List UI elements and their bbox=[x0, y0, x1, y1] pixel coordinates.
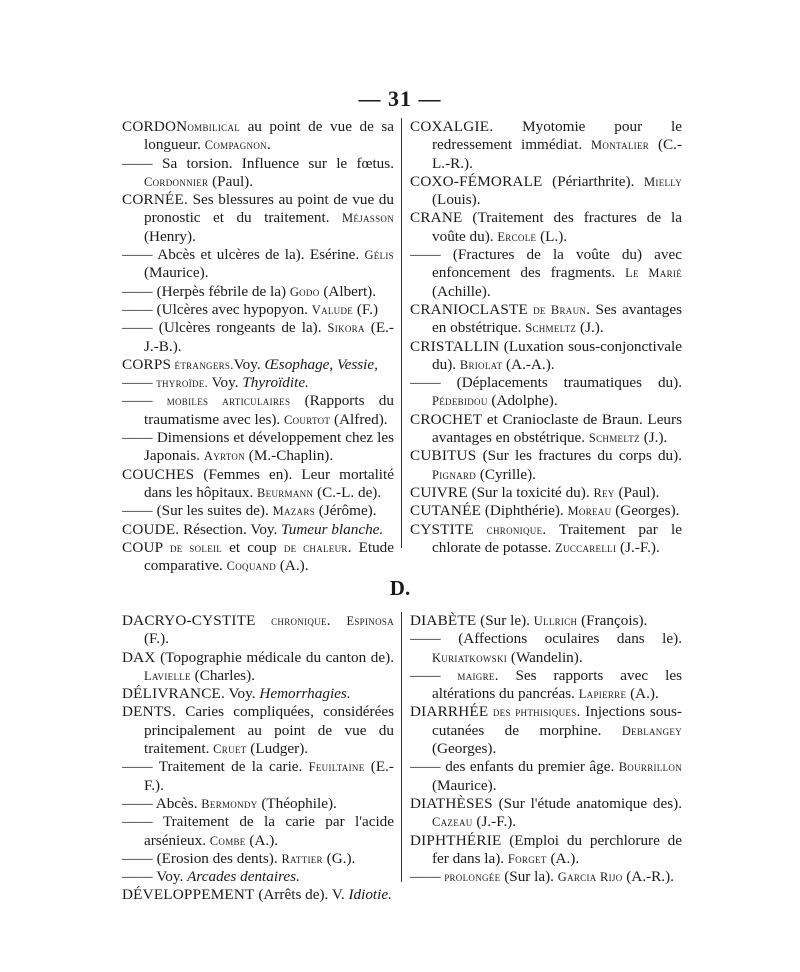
index-entry bbox=[410, 502, 682, 520]
index-entry bbox=[122, 886, 394, 904]
entry-author-firstname: (Alfred). bbox=[330, 410, 388, 428]
entry-author-firstname: (Achille). bbox=[432, 282, 491, 300]
entry-author: Méjasson bbox=[342, 211, 394, 226]
entry-heading: COUP bbox=[122, 538, 164, 556]
index-entry bbox=[122, 283, 394, 301]
entry-subheading: de Braun bbox=[528, 302, 587, 317]
index-entry bbox=[122, 539, 394, 576]
entry-author: Compagnon bbox=[204, 138, 267, 153]
entry-author-firstname: (Adolphe). bbox=[487, 392, 558, 410]
entry-heading: —— bbox=[122, 794, 153, 812]
entry-heading: CORNÉE. bbox=[122, 191, 188, 209]
entry-text: (Fractures de la voûte du) avec enfoncement des fragments. bbox=[432, 246, 682, 282]
entry-heading: —— bbox=[122, 374, 153, 392]
index-entry bbox=[410, 246, 682, 301]
entry-text: Voy. bbox=[233, 355, 265, 373]
index-entry bbox=[122, 649, 394, 686]
column-divider-bottom bbox=[401, 612, 402, 882]
entry-author: Bermondy bbox=[201, 796, 258, 811]
entry-author-firstname: (A.-R.). bbox=[622, 868, 674, 886]
index-entry bbox=[410, 301, 682, 338]
entry-author: Kuriatkowski bbox=[432, 650, 508, 665]
entry-author-firstname: (Wandelin). bbox=[507, 648, 583, 666]
entry-author: Ercole bbox=[497, 229, 537, 244]
index-entry bbox=[122, 612, 394, 649]
entry-author-firstname: (A.-A.). bbox=[502, 355, 555, 373]
entry-text: (Arrêts de). V. bbox=[254, 886, 349, 904]
index-entry bbox=[122, 429, 394, 466]
entry-author: Moreau bbox=[567, 504, 612, 519]
entry-author: Sikora bbox=[327, 321, 365, 336]
entry-author-firstname: (E.-F.). bbox=[144, 758, 394, 794]
entry-heading: DIARRHÉE bbox=[410, 703, 489, 721]
entry-heading: —— bbox=[122, 813, 153, 831]
entry-heading: DIPHTHÉRIE bbox=[410, 831, 502, 849]
index-entry bbox=[410, 630, 682, 667]
entry-author-firstname: (Jérôme). bbox=[314, 502, 377, 520]
index-entry bbox=[410, 521, 682, 558]
entry-author-firstname: (A.). bbox=[245, 831, 279, 849]
entry-crossref: Œsophage, Vessie, bbox=[264, 355, 378, 373]
entry-author-firstname: (M.-Chaplin). bbox=[245, 447, 334, 465]
entry-author: Cordonnier bbox=[144, 174, 209, 189]
entry-subheading: chronique bbox=[255, 614, 327, 628]
index-entry bbox=[122, 118, 394, 155]
index-entry bbox=[122, 850, 394, 868]
entry-text: Voy. bbox=[225, 685, 260, 703]
entry-heading: —— bbox=[122, 758, 153, 776]
entry-text: et Cranioclaste de Braun. Leurs avantages en obstétrique. bbox=[432, 410, 682, 447]
entry-author: Briolat bbox=[459, 357, 503, 372]
entry-text: Traitement de la carie par l'acide arsénieux. bbox=[144, 813, 394, 849]
entry-text: (Emploi du perchlorure de fer dans la). bbox=[432, 831, 682, 867]
entry-author: Pignard bbox=[432, 467, 477, 482]
entry-subheading: prolongée bbox=[440, 870, 501, 885]
entry-author-firstname: (F.) bbox=[353, 300, 379, 318]
index-entry bbox=[122, 521, 394, 539]
entry-heading: —— bbox=[122, 282, 153, 300]
entry-author: Rattier bbox=[281, 851, 323, 866]
entry-text: . Etude comparative. bbox=[144, 538, 394, 575]
entry-author: Bourrillon bbox=[618, 760, 682, 775]
column-divider-top bbox=[401, 118, 402, 548]
index-entry bbox=[122, 301, 394, 319]
entry-text: Abcès et ulcères de la). Esérine. bbox=[152, 246, 365, 264]
index-entry bbox=[122, 191, 394, 246]
index-entry bbox=[122, 466, 394, 503]
entry-author-firstname: (E.-J.-B.). bbox=[144, 319, 394, 355]
index-entry bbox=[410, 484, 682, 502]
entry-heading: —— bbox=[410, 246, 441, 264]
entry-author-firstname: (Maurice). bbox=[144, 264, 209, 282]
entry-heading: DACRYO-CYSTITE bbox=[122, 612, 256, 629]
section-letter: D. bbox=[389, 576, 411, 600]
entry-heading: —— bbox=[410, 868, 441, 886]
entry-author-firstname: (François). bbox=[577, 612, 648, 629]
index-entry bbox=[122, 813, 394, 850]
entry-author-firstname: (J.-F.). bbox=[616, 538, 660, 556]
entry-author: Feuiltaine bbox=[308, 760, 365, 775]
entry-text: . Ses avantages en obstétrique. bbox=[432, 300, 682, 337]
entry-text: Abcès. bbox=[152, 794, 202, 812]
entry-author-firstname: (A.). bbox=[276, 557, 309, 575]
entry-heading: —— bbox=[410, 374, 441, 392]
entry-author: Mielly bbox=[644, 174, 682, 189]
entry-subheading: des phthisiques bbox=[488, 705, 577, 720]
entry-author-firstname: (Ludger). bbox=[246, 740, 309, 758]
entry-author-firstname: (Théophile). bbox=[257, 794, 337, 812]
entry-heading: CRISTALLIN bbox=[410, 337, 500, 355]
entry-text: (Périarthrite). bbox=[542, 172, 645, 190]
entry-crossref: Thyroïdite. bbox=[242, 374, 309, 392]
entry-author: Deblangey bbox=[621, 723, 682, 738]
entry-text: . bbox=[326, 612, 347, 629]
entry-heading: CUIVRE bbox=[410, 483, 468, 501]
entry-heading: —— bbox=[410, 758, 441, 776]
entry-author: Le Marié bbox=[625, 266, 682, 281]
entry-author: Coquand bbox=[226, 559, 277, 574]
entry-text: Dimensions et développement chez les Japonais. bbox=[144, 429, 394, 465]
entry-heading: DAX bbox=[122, 648, 156, 666]
entry-author-firstname: (Louis). bbox=[432, 191, 481, 209]
index-entry bbox=[410, 758, 682, 795]
index-entry bbox=[122, 868, 394, 886]
index-entry bbox=[410, 447, 682, 484]
entry-text: (Sur le). bbox=[476, 612, 534, 629]
entry-text: Myotomie pour le redressement immédiat. bbox=[432, 118, 682, 154]
entry-heading: CORDON bbox=[122, 118, 188, 135]
entry-heading: CORPS bbox=[122, 355, 172, 373]
index-entry bbox=[410, 173, 682, 210]
entry-heading: DIABÈTE bbox=[410, 612, 477, 629]
entry-text: (Herpès fébrile de la) bbox=[152, 282, 290, 300]
index-entry bbox=[410, 832, 682, 869]
entry-text: (Femmes en). Leur mortalité dans les hôpitaux. bbox=[144, 465, 394, 501]
entry-author-firstname: (Charles). bbox=[190, 666, 255, 684]
entry-author: Espinosa bbox=[346, 614, 394, 628]
entry-author: Garcia Rijo bbox=[557, 870, 623, 885]
entry-text: (Ulcères rongeants de la). bbox=[152, 319, 328, 337]
index-entry bbox=[122, 392, 394, 429]
entry-text: (Traitement des fractures de la voûte du). bbox=[432, 209, 682, 245]
entry-text: Voy. bbox=[152, 868, 188, 886]
entry-author: Courtot bbox=[284, 412, 331, 427]
index-entry bbox=[122, 155, 394, 192]
entry-subheading: maigre bbox=[440, 668, 495, 683]
index-entry bbox=[122, 795, 394, 813]
index-entry bbox=[410, 667, 682, 704]
entry-author: Combe bbox=[209, 833, 246, 848]
index-entry bbox=[122, 758, 394, 795]
index-entry bbox=[410, 612, 682, 630]
entry-heading: CYSTITE bbox=[410, 520, 474, 538]
entry-heading: CRANIOCLASTE bbox=[410, 300, 528, 318]
entry-subheading: de chaleur bbox=[283, 540, 348, 555]
entry-author: Ayrton bbox=[203, 449, 245, 464]
index-entry bbox=[122, 246, 394, 283]
entry-heading: COXO-FÉMORALE bbox=[410, 172, 543, 190]
entry-author: Godo bbox=[289, 284, 320, 299]
entry-author: Cazeau bbox=[432, 815, 473, 830]
entry-heading: —— bbox=[410, 630, 441, 648]
entry-author-firstname: (Albert). bbox=[319, 282, 377, 300]
entry-subheading: de soleil bbox=[163, 540, 223, 555]
entry-text: Traitement de la carie. bbox=[152, 758, 309, 776]
entry-author: Cruet bbox=[213, 742, 247, 757]
entry-text: (Sur les suites de). bbox=[152, 502, 273, 520]
entry-text: (Ulcères avec hypopyon. bbox=[152, 300, 312, 318]
entry-crossref: Idiotie. bbox=[348, 886, 392, 904]
entry-heading: DÉVELOPPEMENT bbox=[122, 886, 255, 904]
entry-author-firstname: (Maurice). bbox=[432, 776, 497, 794]
entry-author-firstname: (Georges). bbox=[611, 502, 680, 520]
entry-text: (Erosion des dents). bbox=[152, 849, 282, 867]
entry-text: (Sur la). bbox=[500, 868, 558, 886]
entry-heading: —— bbox=[122, 868, 153, 886]
entry-text: . Injections sous-cutanées de morphine. bbox=[432, 703, 682, 739]
entry-author: Pédebidou bbox=[432, 394, 488, 409]
index-column-left-top bbox=[122, 118, 394, 575]
index-entry bbox=[410, 411, 682, 448]
entry-text: Sa torsion. Influence sur le fœtus. bbox=[152, 154, 394, 172]
entry-crossref: Tumeur blanche. bbox=[281, 520, 384, 538]
entry-heading: COXALGIE. bbox=[410, 118, 494, 135]
entry-text: (Rapports du traumatisme avec les). bbox=[144, 392, 394, 428]
entry-author-firstname: (G.). bbox=[322, 849, 356, 867]
index-entry bbox=[122, 685, 394, 703]
entry-text: (Sur la toxicité du). bbox=[467, 483, 594, 501]
entry-heading: —— bbox=[122, 429, 153, 447]
entry-text: des enfants du premier âge. bbox=[440, 758, 619, 776]
entry-author: Lapierre bbox=[578, 687, 627, 702]
entry-author: Mazars bbox=[272, 504, 315, 519]
entry-text: (Topographie médicale du canton de). bbox=[155, 648, 394, 666]
index-entry bbox=[410, 338, 682, 375]
entry-text: (Luxation sous-conjonctivale du). bbox=[432, 337, 682, 373]
entry-author-firstname: (Cyrille). bbox=[476, 465, 536, 483]
index-column-left-bottom bbox=[122, 612, 394, 905]
entry-text: (Diphthérie). bbox=[481, 502, 568, 520]
entry-heading: DIATHÈSES bbox=[410, 794, 493, 812]
entry-subheading: chronique bbox=[473, 522, 543, 537]
entry-text: (Déplacements traumatiques du). bbox=[440, 374, 682, 392]
entry-heading: COUCHES bbox=[122, 465, 195, 483]
entry-author-firstname: (A.). bbox=[626, 685, 659, 703]
entry-text: (Sur l'étude anatomique des). bbox=[492, 794, 682, 812]
index-entry bbox=[410, 703, 682, 758]
entry-heading: DENTS. bbox=[122, 703, 176, 721]
entry-author: Gélis bbox=[364, 248, 394, 263]
entry-heading: —— bbox=[122, 319, 153, 337]
entry-subheading: thyroïde. bbox=[152, 376, 209, 391]
index-entry bbox=[122, 374, 394, 392]
entry-text: . Ses rapports avec les altérations du pancréas. bbox=[432, 666, 682, 703]
entry-author-firstname: (C.-L. de). bbox=[313, 483, 382, 501]
entry-heading: CRANE bbox=[410, 209, 463, 227]
index-entry bbox=[122, 319, 394, 356]
entry-subheading: ombilical bbox=[187, 120, 241, 134]
entry-heading: —— bbox=[410, 666, 441, 684]
index-entry bbox=[122, 703, 394, 758]
entry-heading: CUBITUS bbox=[410, 447, 477, 465]
entry-author-firstname: (Paul). bbox=[208, 172, 254, 190]
entry-text: au point de vue de sa longueur. bbox=[144, 118, 394, 154]
entry-author: Schmeltz bbox=[588, 431, 640, 446]
entry-author: Rey bbox=[593, 485, 615, 500]
index-entry bbox=[410, 795, 682, 832]
index-column-right-top bbox=[410, 118, 682, 557]
entry-heading: DÉLIVRANCE. bbox=[122, 685, 226, 703]
index-entry bbox=[122, 502, 394, 520]
entry-author: Schmeltz bbox=[525, 321, 577, 336]
entry-text: Voy. bbox=[208, 374, 243, 392]
entry-author: Beurmann bbox=[257, 485, 314, 500]
entry-heading: COUDE. bbox=[122, 520, 180, 538]
page-number: — 31 — bbox=[358, 86, 442, 111]
entry-subheading: mobiles articulaires bbox=[152, 394, 291, 409]
entry-text: (Affections oculaires dans le). bbox=[440, 630, 682, 648]
entry-author-firstname: (J.). bbox=[639, 429, 668, 447]
index-entry bbox=[410, 868, 682, 886]
entry-author: Zuccarelli bbox=[555, 540, 617, 555]
entry-author-firstname: . bbox=[266, 136, 271, 154]
entry-heading: —— bbox=[122, 154, 153, 172]
entry-subheading: étrangers. bbox=[171, 357, 234, 372]
entry-heading: —— bbox=[122, 392, 153, 410]
entry-author-firstname: (Georges). bbox=[432, 740, 497, 758]
entry-heading: —— bbox=[122, 502, 153, 520]
entry-author-firstname: (J.). bbox=[576, 319, 604, 337]
entry-heading: —— bbox=[122, 849, 153, 867]
entry-author: Montalier bbox=[591, 138, 650, 153]
index-entry bbox=[410, 209, 682, 246]
entry-crossref: Arcades dentaires. bbox=[187, 868, 300, 886]
entry-author: Forget bbox=[507, 851, 547, 866]
entry-author-firstname: (A.). bbox=[546, 849, 580, 867]
entry-text: Ses blessures au point de vue du pronostic et du traitement. bbox=[144, 191, 394, 227]
entry-author-firstname: (J.-F.). bbox=[472, 813, 517, 831]
index-entry bbox=[410, 374, 682, 411]
entry-text: Caries compliquées, considérées principalement au point de vue du traitement. bbox=[144, 703, 394, 758]
entry-crossref: Hemorrhagies. bbox=[259, 685, 351, 703]
index-entry bbox=[122, 356, 394, 374]
entry-author: Lavielle bbox=[144, 668, 191, 683]
entry-author: Ullrich bbox=[533, 614, 578, 628]
entry-heading: —— bbox=[122, 246, 153, 264]
entry-author-firstname: (Paul). bbox=[614, 483, 660, 501]
entry-heading: CROCHET bbox=[410, 410, 483, 428]
entry-text: et coup bbox=[222, 538, 284, 556]
entry-heading: CUTANÉE bbox=[410, 502, 482, 520]
entry-text: (Sur les fractures du corps du). bbox=[476, 447, 682, 465]
entry-text: . Traitement par le chlorate de potasse. bbox=[432, 520, 682, 556]
entry-author: Valude bbox=[311, 302, 354, 317]
entry-heading: —— bbox=[122, 300, 153, 318]
index-column-right-bottom bbox=[410, 612, 682, 886]
entry-author-firstname: (L.). bbox=[536, 227, 568, 245]
index-entry bbox=[410, 118, 682, 173]
entry-text: Résection. Voy. bbox=[179, 520, 282, 538]
entry-author-firstname: (C.-L.-R.). bbox=[432, 136, 682, 172]
entry-author-firstname: (F.). bbox=[144, 630, 169, 648]
entry-author-firstname: (Henry). bbox=[144, 227, 196, 245]
